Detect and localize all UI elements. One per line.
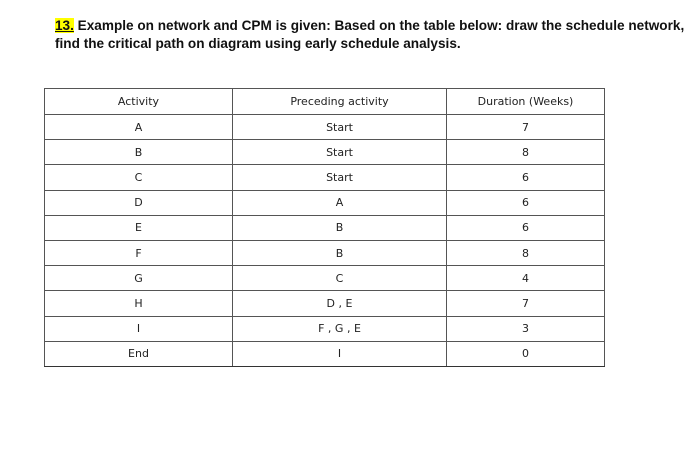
question-body: Example on network and CPM is given: Based on the table below: draw the schedule network, find the critical path on diagram using early schedule analysis. xyxy=(55,18,685,51)
table-row xyxy=(45,291,605,316)
table-row xyxy=(45,341,605,366)
table-header-row xyxy=(45,89,605,115)
duration-cell: 6 xyxy=(447,165,605,190)
duration-cell: 4 xyxy=(447,266,605,291)
table-row xyxy=(45,316,605,341)
question-text xyxy=(55,17,685,53)
activity-table xyxy=(44,88,605,367)
activity-cell: End xyxy=(45,341,233,366)
duration-cell: 0 xyxy=(447,341,605,366)
duration-cell: 3 xyxy=(447,316,605,341)
preceding-cell: C xyxy=(233,266,447,291)
duration-cell: 6 xyxy=(447,215,605,240)
activity-cell: H xyxy=(45,291,233,316)
preceding-cell: A xyxy=(233,190,447,215)
activity-cell: G xyxy=(45,266,233,291)
activity-cell: C xyxy=(45,165,233,190)
preceding-cell: F , G , E xyxy=(233,316,447,341)
preceding-cell: B xyxy=(233,215,447,240)
duration-cell: 7 xyxy=(447,291,605,316)
question-number: 13. xyxy=(55,18,74,33)
preceding-cell: I xyxy=(233,341,447,366)
duration-cell: 7 xyxy=(447,115,605,140)
duration-cell: 8 xyxy=(447,140,605,165)
activity-cell: B xyxy=(45,140,233,165)
preceding-cell: Start xyxy=(233,115,447,140)
table-row xyxy=(45,140,605,165)
table-row xyxy=(45,165,605,190)
table-row xyxy=(45,266,605,291)
preceding-cell: B xyxy=(233,240,447,265)
table-row xyxy=(45,240,605,265)
header-preceding-activity: Preceding activity xyxy=(233,89,447,115)
header-duration: Duration (Weeks) xyxy=(447,89,605,115)
table-row xyxy=(45,215,605,240)
table-row xyxy=(45,190,605,215)
table-row xyxy=(45,115,605,140)
activity-cell: E xyxy=(45,215,233,240)
preceding-cell: D , E xyxy=(233,291,447,316)
activity-cell: I xyxy=(45,316,233,341)
activity-cell: A xyxy=(45,115,233,140)
activity-cell: D xyxy=(45,190,233,215)
preceding-cell: Start xyxy=(233,165,447,190)
activity-cell: F xyxy=(45,240,233,265)
question-number-highlight xyxy=(55,18,74,33)
header-activity: Activity xyxy=(45,89,233,115)
preceding-cell: Start xyxy=(233,140,447,165)
duration-cell: 8 xyxy=(447,240,605,265)
duration-cell: 6 xyxy=(447,190,605,215)
